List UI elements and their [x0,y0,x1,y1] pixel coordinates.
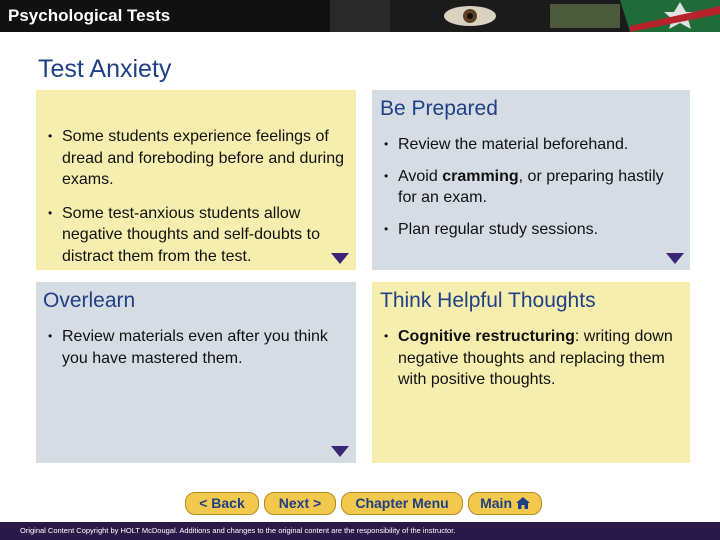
footer-bar [0,522,720,540]
chapter-menu-button[interactable]: Chapter Menu [341,492,463,515]
header-title: Psychological Tests [8,6,171,25]
copyright-text: Original Content Copyright by HOLT McDougal. Additions and changes to the original content are the responsibility of the instructor. [20,526,456,535]
bullet-list [380,134,680,240]
panel-heading: Think Helpful Thoughts [380,289,596,312]
list-item: • Some test-anxious students allow negative thoughts and self-doubts to distract them from the test. [44,203,348,268]
next-button[interactable]: Next > [264,492,336,515]
bold-term: Cognitive restructuring [398,328,575,345]
panel-be-prepared [372,90,690,270]
house-icon [516,497,530,509]
triangle-down-icon[interactable] [666,253,684,264]
panel-overlearn [36,282,356,463]
list-item-text: : writing down negative thoughts and replacing them with positive thoughts. [398,328,673,388]
list-item-text: Plan regular study sessions. [398,220,599,238]
page-title: Test Anxiety [38,55,172,83]
list-item [380,134,680,156]
list-item [380,219,680,241]
banner-collage-image [330,0,720,32]
header-bar [0,0,720,32]
list-item-text: , or preparing hastily for an exam. [398,167,664,206]
bullet-list [380,326,680,391]
main-button-label: Main [480,495,512,511]
list-item [380,166,680,209]
list-item-text: Avoid [398,167,443,185]
list-item: • Some students experience feelings of dread and foreboding before and during exams. [44,126,348,191]
bullet-list [44,126,348,267]
main-button[interactable] [468,492,542,515]
panel-heading: Be Prepared [380,97,498,120]
back-button[interactable]: < Back [185,492,259,515]
list-item-text: Review the material beforehand. [398,136,629,153]
list-item [380,326,680,391]
bullet-list [44,326,344,369]
triangle-down-icon[interactable] [331,253,349,264]
list-item: • Review materials even after you think you have mastered them. [44,326,344,369]
triangle-down-icon[interactable] [331,446,349,457]
bold-term: cramming [442,167,519,185]
panel-anxiety-description [36,90,356,270]
panel-heading: Overlearn [43,289,136,312]
panel-think-helpful-thoughts [372,282,690,463]
